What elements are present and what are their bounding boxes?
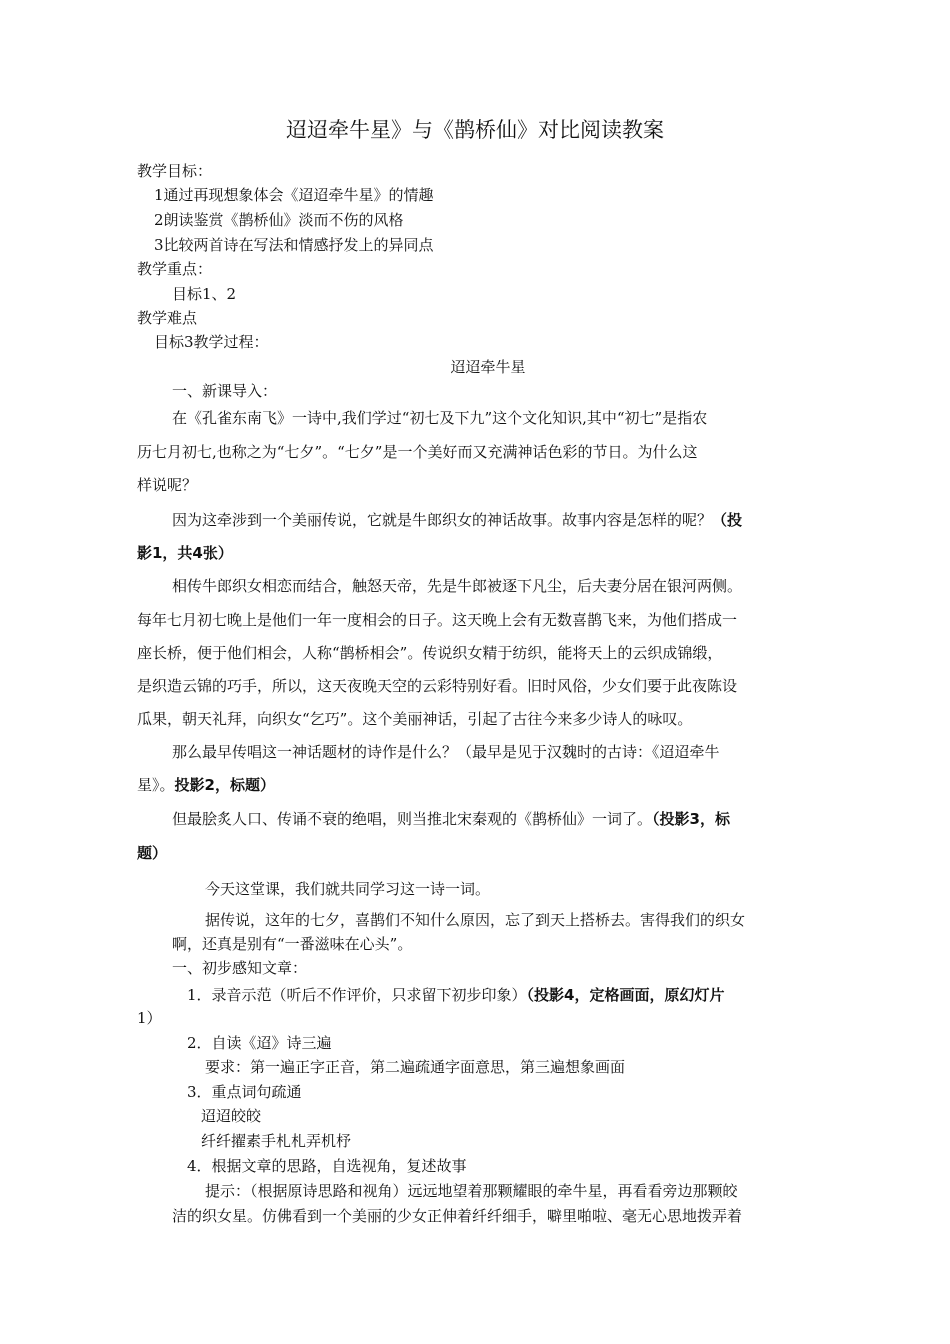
paragraph-5-line-2: 题）	[137, 844, 168, 862]
difficulty-value: 目标3教学过程：	[154, 333, 269, 351]
projection-note-2: 投影2，标题）	[174, 776, 275, 794]
section-subtitle: 迢迢牵牛星	[450, 358, 526, 376]
paragraph-1-line-1: 在《孔雀东南飞》一诗中,我们学过“初七及下九”这个文化知识,其中“初七”是指农	[172, 409, 708, 427]
paragraph-5-line-1	[172, 808, 730, 830]
goal-item-1: 1通过再现想象体会《迢迢牵牛星》的情趣	[154, 186, 434, 204]
paragraph-2-text: 因为这牵涉到一个美丽传说，它就是牛郎织女的神话故事。故事内容是怎样的呢？	[172, 511, 713, 529]
document-title: 迢迢牵牛星》与《鹊桥仙》对比阅读教案	[286, 118, 664, 142]
paragraph-3-line-4: 是织造云锦的巧手，所以，这天夜晚天空的云彩特别好看。旧时风俗，少女们要于此夜陈设	[137, 677, 738, 695]
paragraph-6: 今天这堂课，我们就共同学习这一诗一词。	[205, 880, 491, 898]
projection-note-3: （投影3，标	[652, 810, 730, 828]
paragraph-1-line-2: 历七月初七,也称之为“七夕”。“七夕”是一个美好而又充满神话色彩的节日。为什么这	[137, 443, 698, 461]
goals-label: 教学目标：	[137, 162, 213, 180]
goal-item-2: 2朗读鉴赏《鹊桥仙》淡而不伤的风格	[154, 211, 404, 229]
goal-item-3: 3比较两首诗在写法和情感抒发上的异同点	[154, 236, 434, 254]
paragraph-5-text: 但最脍炙人口、传诵不衰的绝唱，则当推北宋秦观的《鹊桥仙》一词了。	[172, 810, 653, 828]
step-4-tip-line-1: 提示：（根据原诗思路和视角）远远地望着那颗耀眼的牵牛星，再看看旁边那颗皎	[205, 1182, 738, 1200]
step-4: 4．根据文章的思路，自选视角，复述故事	[187, 1157, 467, 1175]
part1-heading: 一、新课导入：	[172, 382, 278, 400]
paragraph-3-line-1: 相传牛郎织女相恋而结合，触怒天帝，先是牛郎被逐下凡尘，后夫妻分居在银河两侧。	[172, 577, 743, 595]
projection-note-4: （投影4，定格画面，原幻灯片	[526, 986, 725, 1004]
paragraph-7-line-2: 啊，还真是别有“一番滋味在心头”。	[172, 935, 413, 953]
paragraph-3-line-2: 每年七月初七晚上是他们一年一度相会的日子。这天晚上会有无数喜鹊飞来，为他们搭成一	[137, 611, 738, 629]
step-2: 2．自读《迢》诗三遍	[187, 1034, 332, 1052]
step-1-line-2: 1）	[137, 1009, 162, 1027]
paragraph-4-text: 星》。	[137, 776, 175, 794]
step-2-requirement: 要求：第一遍正字正音，第二遍疏通字面意思，第三遍想象画面	[205, 1058, 626, 1076]
step-3-words-2: 纤纤擢素手札札弄机杼	[201, 1132, 352, 1150]
difficulty-label: 教学难点	[137, 309, 198, 327]
key-points-value: 目标1、2	[172, 285, 237, 303]
paragraph-4-line-1: 那么最早传唱这一神话题材的诗作是什么？（最早是见于汉魏时的古诗：《迢迢牵牛	[172, 743, 720, 761]
step-4-tip-line-2: 洁的织女星。仿佛看到一个美丽的少女正伸着纤纤细手，噼里啪啦、毫无心思地拨弄着	[172, 1207, 743, 1225]
step-1-text: 1．录音示范（听后不作评价，只求留下初步印象）	[187, 986, 527, 1004]
paragraph-7-line-1: 据传说，这年的七夕，喜鹊们不知什么原因，忘了到天上搭桥去。害得我们的织女	[205, 911, 746, 929]
step-3: 3．重点词句疏通	[187, 1083, 302, 1101]
step-3-words-1: 迢迢皎皎	[201, 1107, 262, 1125]
paragraph-3-line-5: 瓜果，朝天礼拜，向织女“乞巧”。这个美丽神话，引起了古往今来多少诗人的咏叹。	[137, 710, 693, 728]
paragraph-4-line-2	[137, 774, 275, 796]
projection-note-1: （投	[712, 511, 743, 529]
key-points-label: 教学重点：	[137, 260, 213, 278]
paragraph-1-line-3: 样说呢？	[137, 476, 198, 494]
step-1-line-1	[187, 984, 725, 1006]
paragraph-2-line-2: 影1，共4张）	[137, 544, 233, 562]
part2-heading: 一、初步感知文章：	[172, 959, 308, 977]
paragraph-2-line-1	[172, 509, 742, 531]
paragraph-3-line-3: 座长桥，便于他们相会，人称“鹊桥相会”。传说织女精于纺织，能将天上的云织成锦缎，	[137, 644, 723, 662]
